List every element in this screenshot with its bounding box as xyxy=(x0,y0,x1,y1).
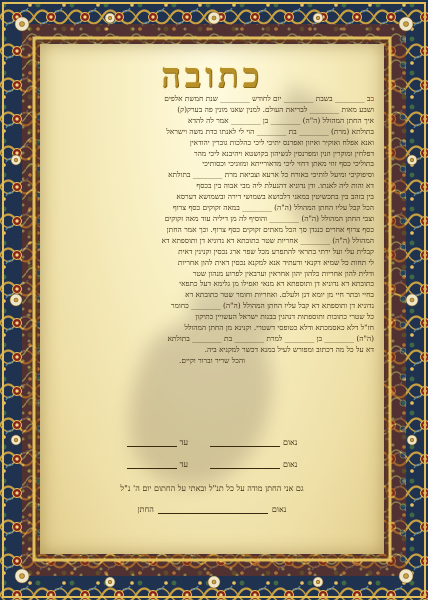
signature-line[interactable] xyxy=(210,460,280,469)
witness-row xyxy=(50,436,374,448)
text-line: והכל שריר וברור וקיים. xyxy=(179,355,245,365)
text-line: דא על כל מה דכתוב ומפורש לעיל במנא דכשר למקניא ביה. xyxy=(204,344,374,354)
text-line: חז"ל דלא כאסמכתא ודלא כטופסי דשטרי. וקנינא מן החתן המהולל xyxy=(184,323,374,333)
text-line: המהולל (ה"ה) ________ אחריות שטר כתובתא דא נדוניא דן ותוספתא דא xyxy=(161,235,374,245)
text-line: בב ________ בשבת ________ יום לחודש ________ שנת חמשת אלפים xyxy=(164,94,374,103)
text-line: דא והות ליה לאנתו. ודן נדוניא דהנעלת ליה מבי אבוה בין בכסף xyxy=(196,181,374,191)
witness-suffix-2: עד xyxy=(127,460,188,469)
text-line: נדוניא דן ותוספתא דא קבל עליו החתן המהולל (ה"ה) ________ כחומר xyxy=(170,301,374,311)
text-line: ואנא אפלח ואוקיר ואיזון ואפרנס יתיכי ליכי כהלכות גוברין יהודאין xyxy=(189,137,374,147)
signature-line[interactable] xyxy=(158,505,268,514)
signature-block xyxy=(50,426,374,514)
witness-signature-1[interactable]: נאום xyxy=(210,438,297,447)
text-line: ושבע מאות ________ לבריאת העולם. למנין שאנו מונין פה בערק(ק) xyxy=(177,104,374,114)
groom-signature-row[interactable]: נאום החתן xyxy=(137,505,287,514)
witness-signature-2[interactable]: נאום xyxy=(210,460,297,469)
text-line: וסיפוקיכי ומיעל לותיכי כאורח כל ארעא וצביאת מרת ________ בתולתא xyxy=(168,170,374,180)
text-line: כתובתא דא נדוניא דן ותוספתא דא מנאי ואפילו מן גלימא דעל כתפאי xyxy=(179,279,374,289)
text-line: בתוליכי כסף זוזי מאתן דחזי ליכי מדאורייתא ומזוניכי וכסותיכי xyxy=(202,159,374,169)
text-line: איך החתן המהולל (ה"ה) ________ בן ________ אמר לה להדא xyxy=(188,115,374,125)
text-line: (ה"ה) ________ בן ________ למרת ________ בת ________ בתולתא xyxy=(167,333,374,343)
text-line: בתולתא (מרת) ________ בת ________ הוי לי לאנתו כדת משה וישראל xyxy=(166,126,374,136)
text-line: קבלית עלי ועל ירתי בתראי להתפרע מכל שפר ארג נכסין וקנינין דאית xyxy=(178,246,374,256)
text-line: בין בזהב בין בתכשיטין במאני דלבושא בשמושי דירה ובשמושא דערסא xyxy=(176,192,374,202)
signature-line[interactable] xyxy=(127,460,177,469)
text-line: ודלית להון אחריות כלהון יהון אחראין וערבאין לפרוע מנהון שטר xyxy=(192,268,374,278)
text-line: בחיי ובתר חיי מן יומא דנן ולעלם. ואחריות וחומר שטר כתובתא דא xyxy=(185,290,374,300)
text-line: כל שטרי כתובות ותוספתות דנהגין בבנות ישראל העשויין כתיקון xyxy=(195,312,374,322)
text-line: כסף צרוף אחרים כנגדן סך הכל מאתים זקוקים כסף צרוף. וכך אמר החתן xyxy=(166,224,374,234)
signature-line[interactable] xyxy=(210,438,280,447)
text-line: הכל קבל עליו החתן המהולל (ה"ה) ________ במאה זקוקים כסף צרוף xyxy=(172,203,374,213)
text-line: לי תחות כל שמיא דקנאי ודעתיד אנא למקנא נכסין דאית להון אחריות xyxy=(177,257,374,267)
witness-row xyxy=(50,458,374,470)
opening-mark: ב xyxy=(370,94,374,103)
ketubah-text xyxy=(50,94,374,367)
text-line: וצבי החתן המהולל (ה"ה) ________ והוסיף לה מן דיליה עוד מאה זקוקים xyxy=(164,213,374,223)
page-title: כתובה xyxy=(161,56,263,96)
text-line: דפלחין ומוקרין וזנין ומפרנסין לנשיהון בקושטא ויהיבנא ליכי מהר xyxy=(193,148,374,158)
signature-line[interactable] xyxy=(127,438,177,447)
witness-suffix-1: עד xyxy=(127,438,188,447)
groom-declaration: גם אני החתן מודה על כל תנ"ל ובאתי על החתום יום ה' נ"ל xyxy=(120,484,304,493)
parchment-panel xyxy=(40,44,384,554)
